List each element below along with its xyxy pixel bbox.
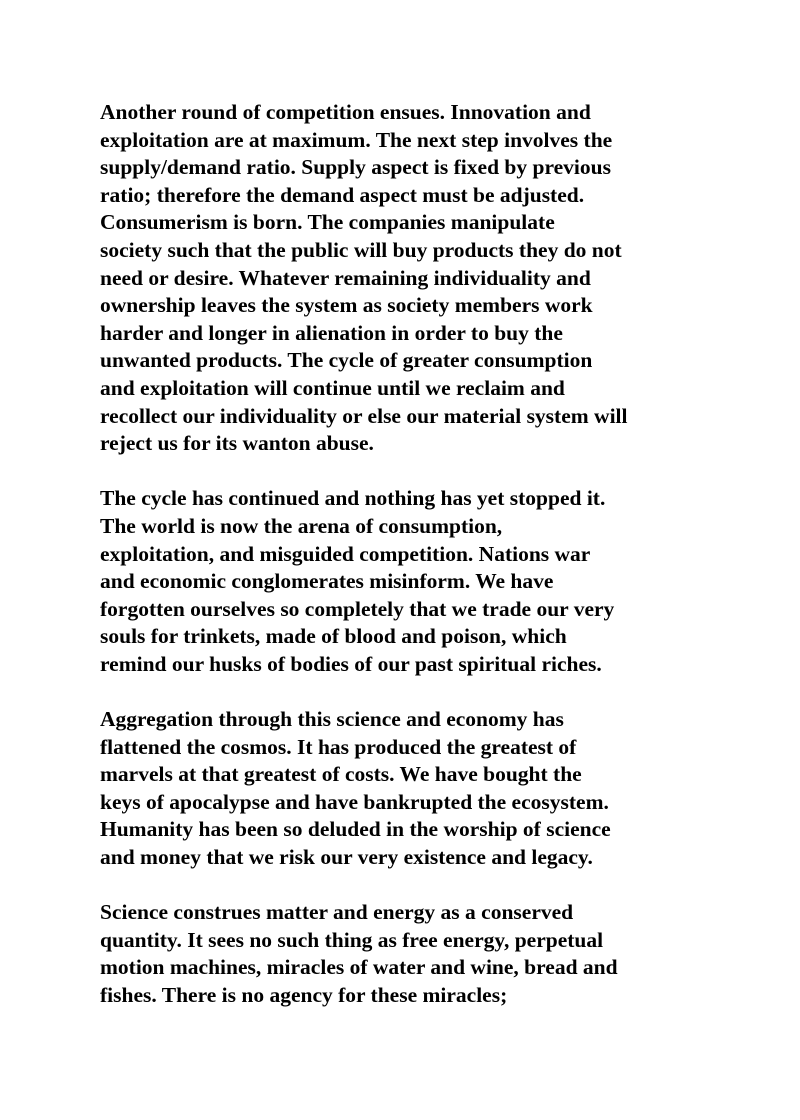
text-line: forgotten ourselves so completely that we trade our very <box>100 596 615 621</box>
text-line: quantity. It sees no such thing as free energy, perpetual <box>100 927 604 952</box>
paragraph-3 <box>100 706 700 872</box>
text-line: exploitation are at maximum. The next step involves the <box>100 127 613 152</box>
text-line: Another round of competition ensues. Innovation and <box>100 100 591 124</box>
text-line: Science construes matter and energy as a conserved <box>100 900 574 925</box>
text-line: reject us for its wanton abuse. <box>100 431 374 456</box>
text-line: fishes. There is no agency for these miracles; <box>100 983 508 1007</box>
paragraph-1 <box>100 99 700 458</box>
text-line: remind our husks of bodies of our past spiritual riches. <box>100 651 602 676</box>
text-line: ratio; therefore the demand aspect must be adjusted. <box>100 182 585 207</box>
text-line: keys of apocalypse and have bankrupted the ecosystem. <box>100 789 609 814</box>
text-line: ownership leaves the system as society members work <box>100 293 593 318</box>
paragraph-2 <box>100 485 700 678</box>
text-line: and economic conglomerates misinform. We have <box>100 569 554 594</box>
text-line: The world is now the arena of consumption, <box>100 513 503 538</box>
text-line: society such that the public will buy products they do not <box>100 237 622 262</box>
text-line: recollect our individuality or else our material system will <box>100 403 628 428</box>
text-line: and money that we risk our very existence and legacy. <box>100 845 593 870</box>
text-line: flattened the cosmos. It has produced the greatest of <box>100 734 577 759</box>
text-line: harder and longer in alienation in order to buy the <box>100 320 563 345</box>
text-line: need or desire. Whatever remaining individuality and <box>100 265 591 290</box>
text-line: Aggregation through this science and economy has <box>100 707 564 732</box>
paragraph-4 <box>100 899 700 1009</box>
text-line: Consumerism is born. The companies manipulate <box>100 210 555 235</box>
body-text <box>100 99 700 1037</box>
text-line: The cycle has continued and nothing has yet stopped it. <box>100 486 606 511</box>
text-line: souls for trinkets, made of blood and poison, which <box>100 624 567 649</box>
text-line: and exploitation will continue until we reclaim and <box>100 375 565 400</box>
text-line: unwanted products. The cycle of greater consumption <box>100 348 593 373</box>
text-line: supply/demand ratio. Supply aspect is fixed by previous <box>100 155 611 180</box>
text-line: exploitation, and misguided competition. Nations war <box>100 541 591 566</box>
text-line: Humanity has been so deluded in the worship of science <box>100 817 611 842</box>
text-line: marvels at that greatest of costs. We have bought the <box>100 762 582 787</box>
text-line: motion machines, miracles of water and wine, bread and <box>100 955 618 980</box>
